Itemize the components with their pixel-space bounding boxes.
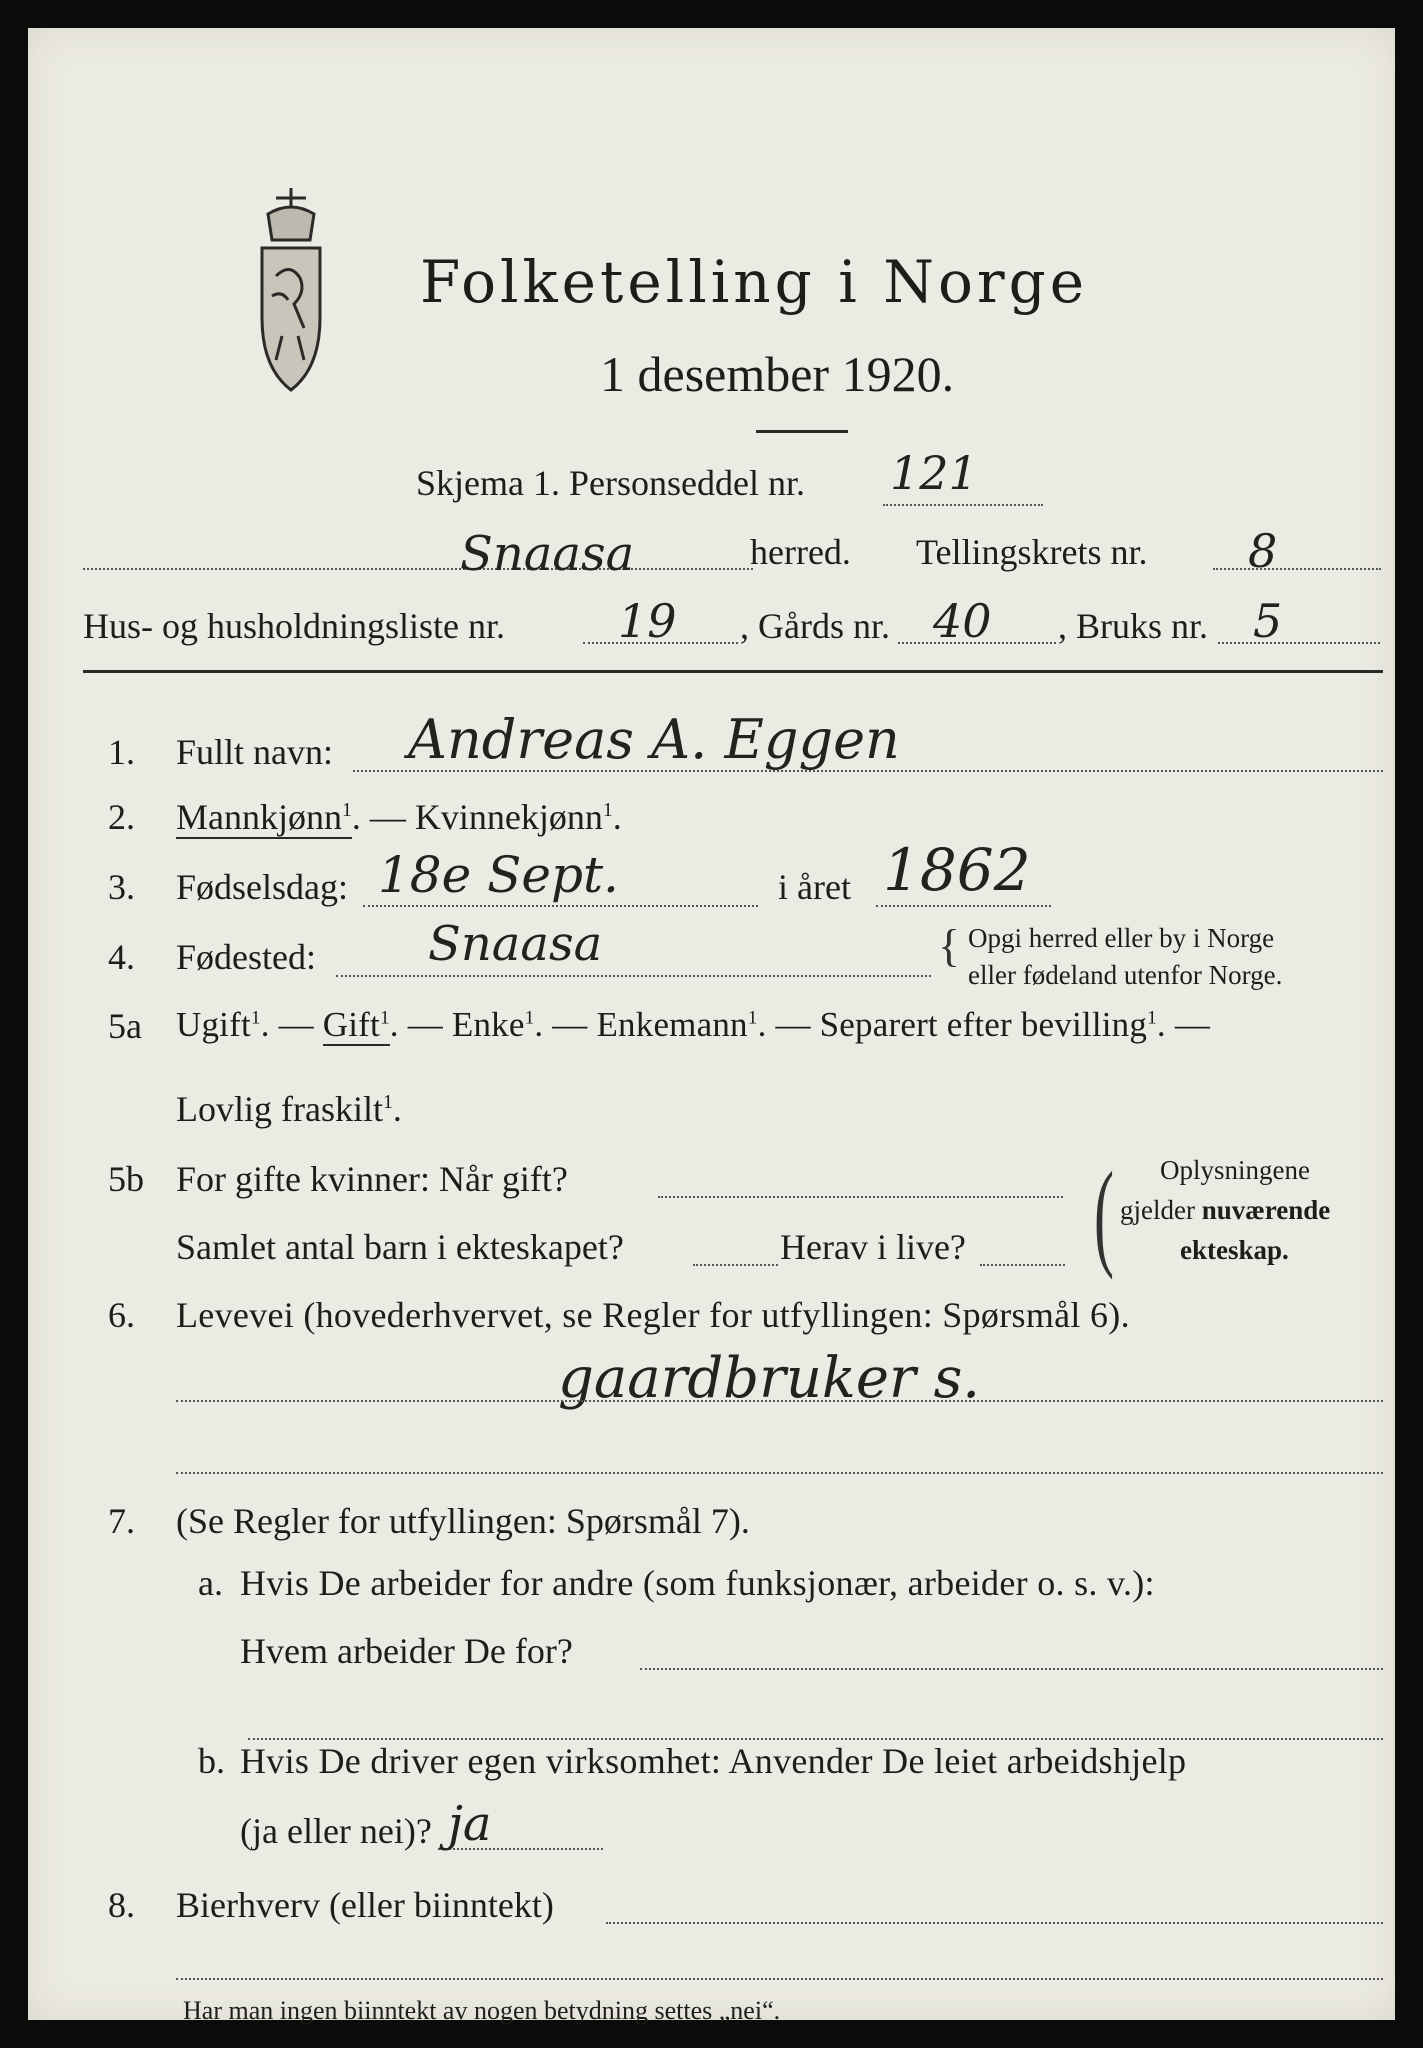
separert-option[interactable]: Separert efter bevilling$^1$ <box>819 1005 1157 1044</box>
q8-number: 8. <box>108 1885 135 1925</box>
footer-note: Har man ingen biinntekt av nogen betydning settes „nei“. <box>183 1996 781 2025</box>
herred-value[interactable]: Snaasa <box>460 526 635 582</box>
birthdate-value[interactable]: 18e Sept. <box>378 846 619 904</box>
q4-note-line2: eller fødeland utenfor Norge. <box>968 960 1283 990</box>
herred-label: herred. <box>750 532 851 572</box>
q7a-number: a. <box>198 1563 223 1603</box>
coat-of-arms-icon <box>246 186 336 422</box>
q4-number: 4. <box>108 937 135 977</box>
q3-number: 3. <box>108 867 135 907</box>
q1-label: Fullt navn: <box>176 732 334 772</box>
q7a-sub-label: Hvem arbeider De for? <box>240 1631 573 1671</box>
q5a-options: Ugift$^1$. — Gift$^1$. — Enke$^1$. — Enkemann$^1$. — Separert efter bevilling$^1$. — <box>176 1005 1211 1044</box>
occupation-value[interactable]: gaardbruker s. <box>558 1346 981 1411</box>
full-name-value[interactable]: Andreas A. Eggen <box>408 708 900 771</box>
header-rule <box>83 670 1383 673</box>
q5b-number: 5b <box>108 1159 144 1199</box>
tellingskrets-value[interactable]: 8 <box>1248 524 1278 578</box>
personseddel-line <box>883 504 1043 506</box>
birthplace-value[interactable]: Snaasa <box>428 916 603 972</box>
q1-number: 1. <box>108 732 135 772</box>
q6-number: 6. <box>108 1295 135 1335</box>
birth-year-value[interactable]: 1862 <box>883 836 1031 904</box>
q6-line1 <box>176 1400 1383 1402</box>
sex-female-option[interactable]: Kvinnekjønn$^1$ <box>414 797 613 837</box>
hus-label: Hus- og husholdningsliste nr. <box>83 606 506 646</box>
enke-option[interactable]: Enke$^1$ <box>451 1005 535 1044</box>
q3-year-label: i året <box>778 867 851 907</box>
q7-number: 7. <box>108 1501 135 1541</box>
q5b-brace: ( <box>1093 1147 1114 1280</box>
q7b-number: b. <box>198 1741 225 1781</box>
gift-option[interactable]: Gift$^1$ <box>322 1005 390 1044</box>
census-date: 1 desember 1920. <box>600 346 955 402</box>
q6-line2 <box>176 1472 1383 1474</box>
q3-line <box>363 905 758 907</box>
q3-label: Fødselsdag: <box>176 867 349 907</box>
q8-line2 <box>176 1978 1383 1980</box>
q4-brace: { <box>938 920 961 971</box>
schema-label: Skjema 1. Personseddel nr. <box>416 463 805 503</box>
q7b-sub-label: (ja eller nei)? <box>240 1811 432 1851</box>
nar-gift-line <box>658 1196 1063 1198</box>
q2-options: Mannkjønn$^1$. — Kvinnekjønn$^1$. <box>176 797 622 837</box>
enkemann-option[interactable]: Enkemann$^1$ <box>596 1005 758 1044</box>
q7b-label: Hvis De driver egen virksomhet: Anvender De leiet arbeidshjelp <box>240 1741 1187 1781</box>
census-form-sheet <box>28 28 1395 2025</box>
q5b-note-line2: gjelder nuværende <box>1120 1195 1331 1225</box>
herav-label: Herav i live? <box>780 1227 966 1267</box>
q5b-note-line1: Oplysningene <box>1160 1155 1310 1185</box>
q4-note-line1: Opgi herred eller by i Norge <box>968 923 1275 953</box>
samlet-label: Samlet antal barn i ekteskapet? <box>176 1227 624 1267</box>
lovlig-fraskilt-option[interactable]: Lovlig fraskilt$^1$. <box>176 1089 402 1129</box>
q7a-line1 <box>640 1668 1383 1670</box>
q5a-number: 5a <box>108 1006 142 1046</box>
herav-line <box>980 1264 1065 1266</box>
bruks-label: , Bruks nr. <box>1058 606 1209 646</box>
tellingskrets-label: Tellingskrets nr. <box>916 532 1148 572</box>
q3-year-line <box>876 905 1051 907</box>
q8-label: Bierhverv (eller biinntekt) <box>176 1885 554 1925</box>
title-divider <box>756 430 848 433</box>
page-title: Folketelling i Norge <box>420 248 1089 316</box>
samlet-line <box>693 1264 778 1266</box>
leiet-arbeidshjelp-value[interactable]: ja <box>448 1796 492 1852</box>
q4-line <box>336 975 931 977</box>
hus-value[interactable]: 19 <box>618 594 677 648</box>
q4-label: Fødested: <box>176 937 316 977</box>
sex-male-option[interactable]: Mannkjønn$^1$ <box>176 797 352 837</box>
gards-value[interactable]: 40 <box>933 594 992 648</box>
q8-line1 <box>606 1922 1383 1924</box>
q7-label: (Se Regler for utfyllingen: Spørsmål 7). <box>176 1501 750 1541</box>
tellingskrets-line <box>1213 568 1381 570</box>
bruks-line <box>1218 642 1380 644</box>
q7a-label: Hvis De arbeider for andre (som funksjonær, arbeider o. s. v.): <box>240 1563 1155 1603</box>
bruks-value[interactable]: 5 <box>1253 594 1283 648</box>
personseddel-value[interactable]: 121 <box>890 446 978 500</box>
q2-number: 2. <box>108 797 135 837</box>
q5b-label: For gifte kvinner: Når gift? <box>176 1159 568 1199</box>
q6-label: Levevei (hovederhvervet, se Regler for utfyllingen: Spørsmål 6). <box>176 1295 1130 1335</box>
herred-line <box>83 568 753 570</box>
ugift-option[interactable]: Ugift$^1$ <box>176 1005 261 1044</box>
gards-label: , Gårds nr. <box>740 606 890 646</box>
q5b-note-line3: ekteskap. <box>1180 1235 1289 1265</box>
